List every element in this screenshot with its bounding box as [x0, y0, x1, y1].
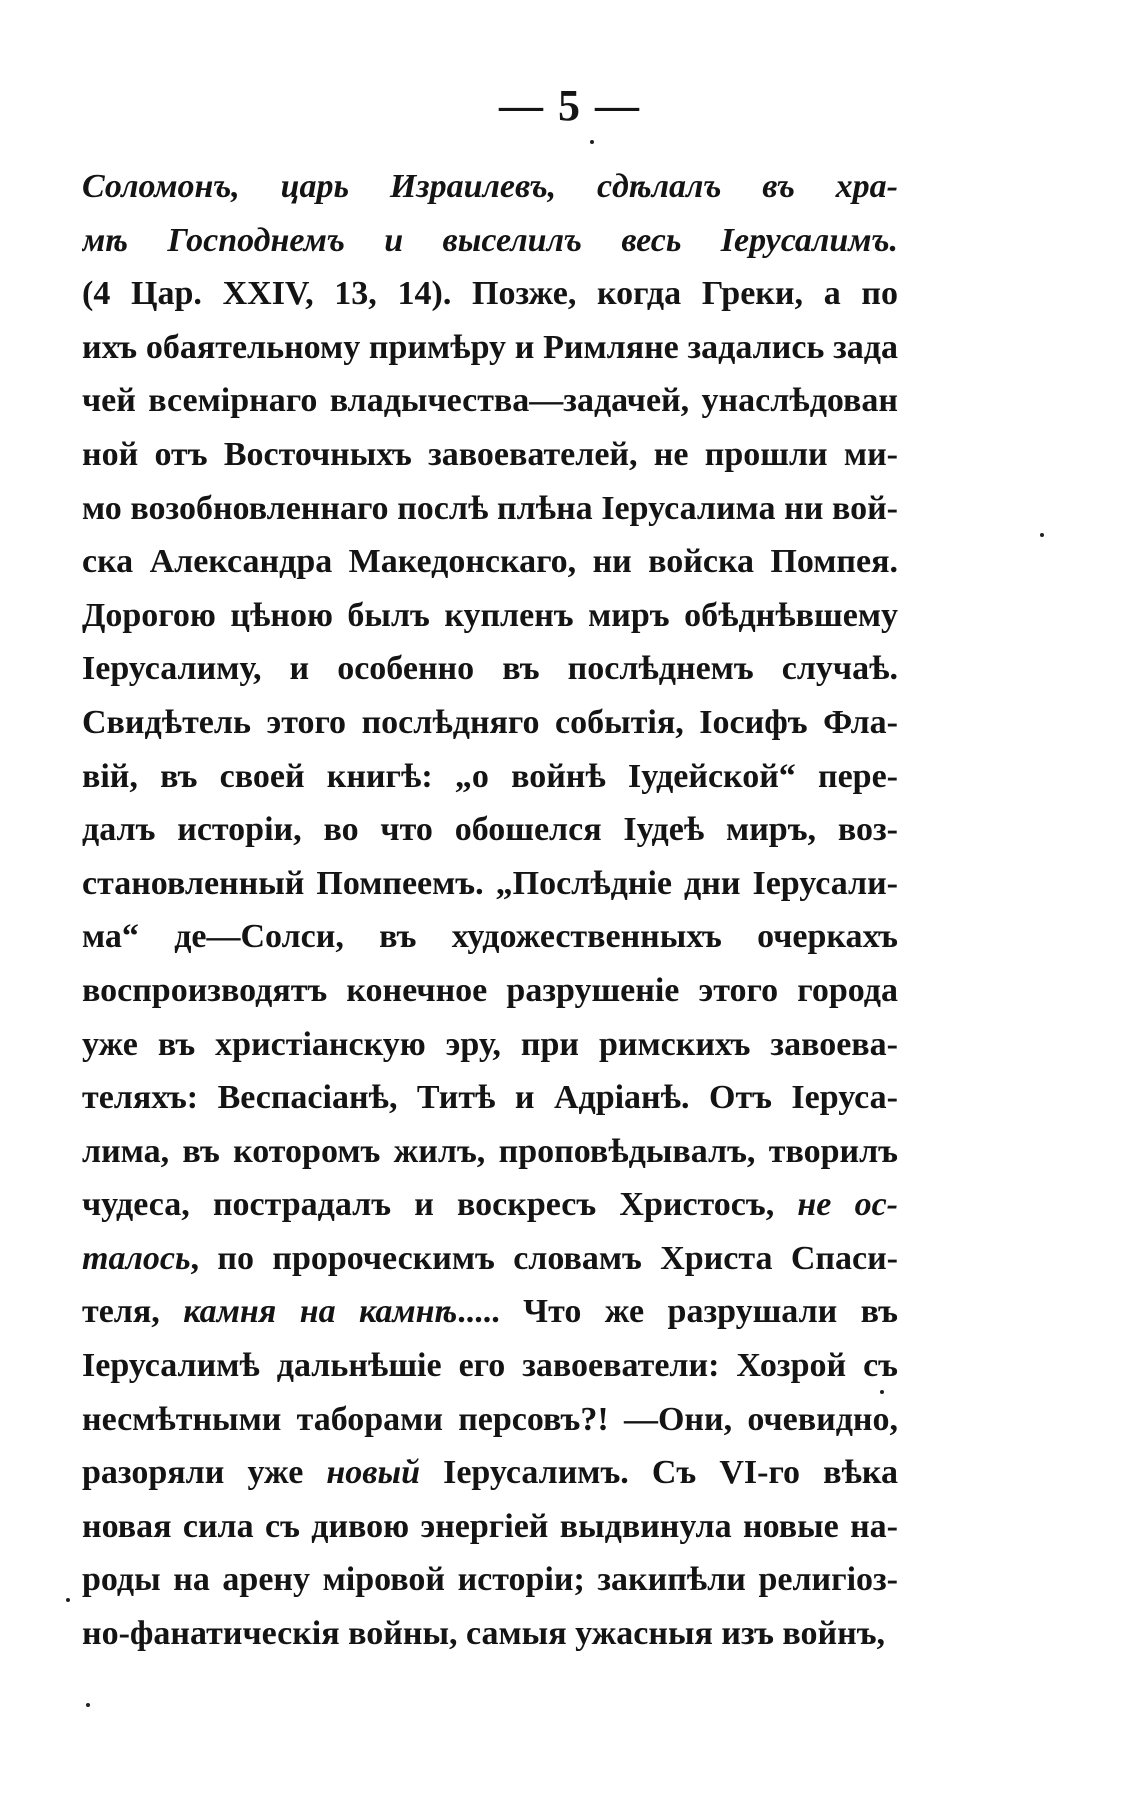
speck	[590, 140, 594, 144]
line-text: становленный Помпеемъ. „Послѣдніе дни Іерусали-	[82, 864, 898, 902]
text-line	[82, 374, 898, 428]
italic-text: мѣ Господнемъ и выселилъ весь Іерусалимъ.	[82, 221, 898, 259]
speck	[1040, 533, 1044, 537]
text-line	[82, 160, 898, 214]
text-line	[82, 642, 898, 696]
page-number: — 5 —	[499, 81, 641, 130]
text-line	[82, 1018, 898, 1072]
text-line	[82, 589, 898, 643]
text-line	[82, 1393, 898, 1447]
text-line	[82, 803, 898, 857]
line-text: ной отъ Восточныхъ завоевателей, не прошли ми-	[82, 435, 898, 473]
text-line	[82, 910, 898, 964]
line-text: ска Александра Македонскаго, ни войска Помпея.	[82, 543, 898, 581]
line-text: разоряли уже	[82, 1454, 327, 1492]
text-line	[82, 964, 898, 1018]
line-text: Дорогою цѣною былъ купленъ миръ обѣднѣвшему	[82, 596, 898, 634]
line-text: уже въ христіанскую эру, при римскихъ завоева-	[82, 1025, 898, 1063]
text-line	[82, 482, 898, 536]
line-text: воспроизводятъ конечное разрушеніе этого города	[82, 971, 898, 1009]
text-line	[82, 1178, 898, 1232]
speck	[880, 1390, 884, 1394]
text-line	[82, 267, 898, 321]
italic-text: не ос-	[797, 1186, 898, 1224]
line-text: ихъ обаятельному примѣру и Римляне задались зада	[82, 328, 898, 366]
line-text: новая сила съ дивою энергіей выдвинула новые на-	[82, 1507, 898, 1545]
line-text: Іерусалимъ. Съ VI-го вѣка	[419, 1454, 898, 1492]
line-text: лима, въ которомъ жилъ, проповѣдывалъ, творилъ	[82, 1132, 898, 1170]
line-text: (4 Цар. XXIV, 13, 14). Позже, когда Греки, а по	[82, 275, 898, 313]
line-text: роды на арену міровой исторіи; закипѣли религіоз-	[82, 1561, 898, 1599]
text-line	[82, 1446, 898, 1500]
text-line	[82, 321, 898, 375]
italic-text: новый	[326, 1454, 420, 1492]
text-line	[82, 428, 898, 482]
body-text	[82, 160, 898, 1661]
text-line	[82, 214, 898, 268]
text-line	[82, 535, 898, 589]
line-text: далъ исторіи, во что обошелся Іудеѣ миръ, воз-	[82, 811, 898, 849]
line-text: но-фанатическія войны, самыя ужасныя изъ войнъ,	[82, 1615, 886, 1653]
text-line	[82, 696, 898, 750]
line-text: , по пророческимъ словамъ Христа Спаси-	[190, 1239, 898, 1277]
line-text: чудеса, пострадалъ и воскресъ Христосъ,	[82, 1186, 798, 1224]
italic-text: талось	[82, 1239, 191, 1277]
text-line	[82, 750, 898, 804]
text-line	[82, 1232, 898, 1286]
italic-text: Соломонъ, царь Израилевъ, сдѣлалъ въ хра-	[82, 168, 898, 205]
text-line	[82, 1339, 898, 1393]
speck	[66, 1598, 70, 1602]
line-text: Свидѣтель этого послѣдняго событія, Іосифъ Фла-	[82, 703, 898, 741]
speck	[86, 1703, 90, 1707]
text-line	[82, 1071, 898, 1125]
line-text: теля,	[82, 1293, 184, 1331]
italic-text: камня на камнѣ	[183, 1293, 458, 1331]
line-text: мо возобновленнаго послѣ плѣна Іерусалима ни вой-	[82, 489, 898, 527]
line-text: ..... Что же разрушали въ	[457, 1293, 898, 1331]
text-line	[82, 1285, 898, 1339]
line-text: Іерусалиму, и особенно въ послѣднемъ случаѣ.	[82, 650, 898, 688]
line-text: чей всемірнаго владычества—задачей, унаслѣдован	[82, 382, 898, 420]
line-text: ма“ де—Солси, въ художественныхъ очеркахъ	[82, 918, 898, 956]
line-text: Іерусалимѣ дальнѣшіе его завоеватели: Хозрой съ	[82, 1347, 898, 1385]
text-line	[82, 1553, 898, 1607]
text-line	[82, 1125, 898, 1179]
text-line	[82, 1500, 898, 1554]
line-text: несмѣтными таборами персовъ?! —Они, очевидно,	[82, 1400, 898, 1438]
line-text: теляхъ: Веспасіанѣ, Титѣ и Адріанѣ. Отъ Іеруса-	[82, 1079, 898, 1117]
text-line	[82, 1607, 898, 1661]
line-text: вій, въ своей книгѣ: „о войнѣ Іудейской“ пере-	[82, 757, 898, 795]
text-line	[82, 857, 898, 911]
